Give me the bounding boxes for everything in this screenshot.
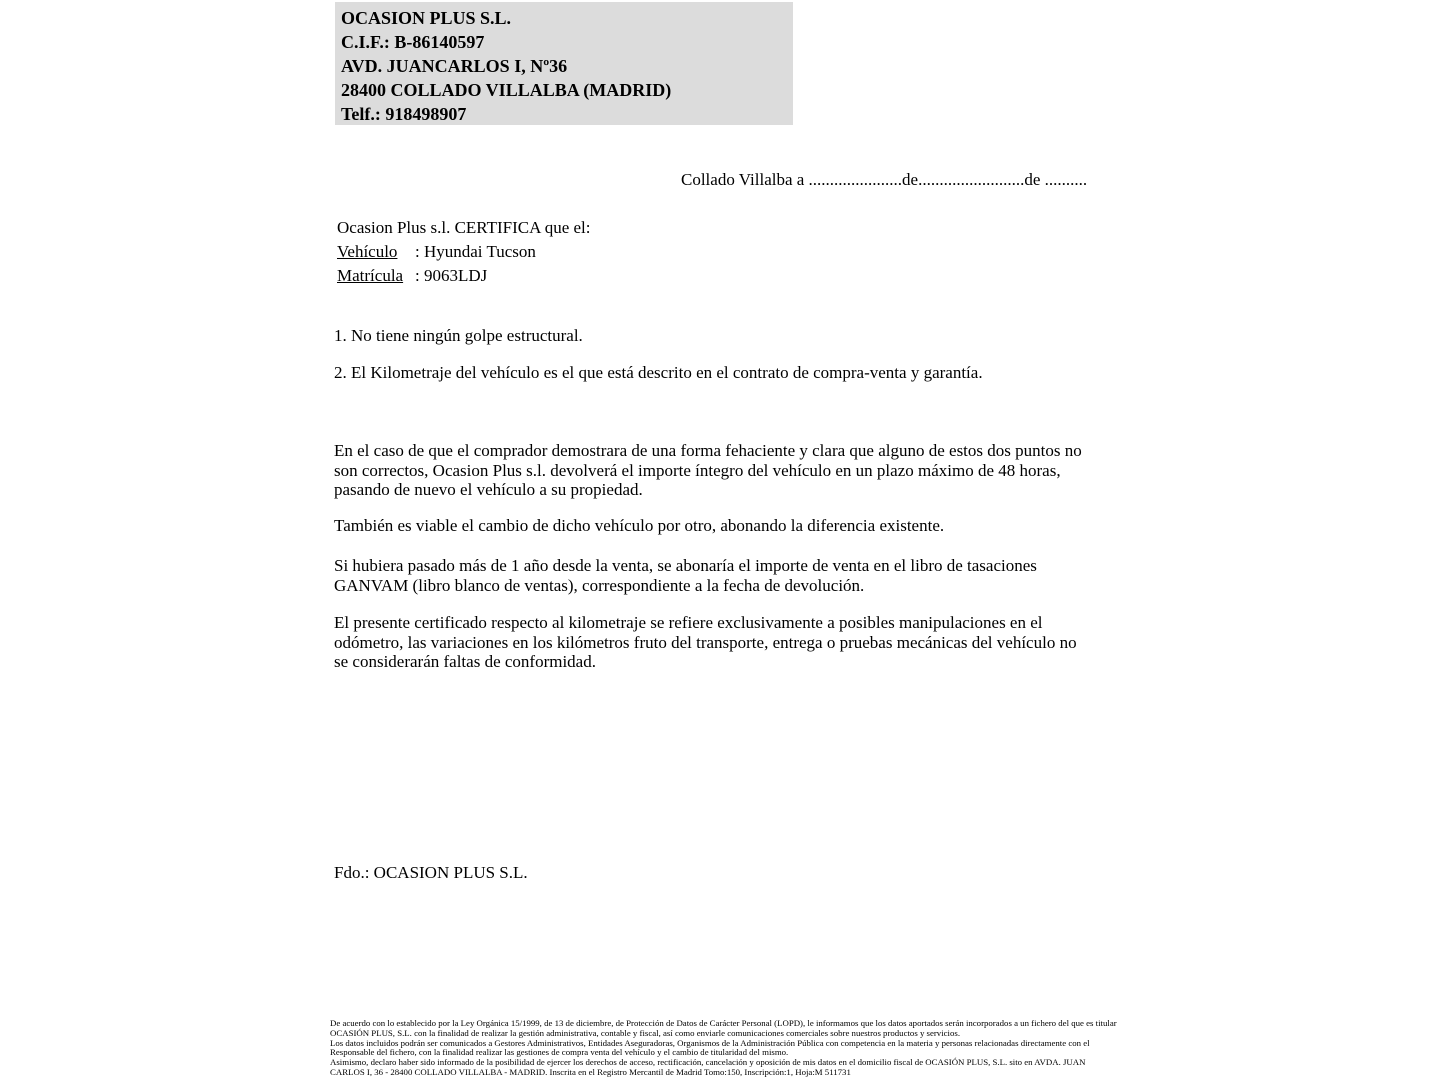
certification-intro: Ocasion Plus s.l. CERTIFICA que el: [337, 218, 591, 237]
paragraph-ganvam [334, 556, 1037, 595]
paragraph-exchange [334, 516, 944, 536]
text-line: son correctos, Ocasion Plus s.l. devolverá el importe íntegro del vehículo en un plazo máximo de 48 horas, [334, 460, 1061, 480]
vehicle-field [337, 240, 591, 264]
plate-label: Matrícula [337, 266, 404, 285]
paragraph-refund [334, 441, 1082, 500]
legal-footer [330, 1019, 1120, 1078]
text-line: CARLOS I, 36 - 28400 COLLADO VILLALBA - MADRID. Inscrita en el Registro Mercantil de Madrid Tomo:150, Inscripción:1, Hoja:M 511731 [330, 1066, 851, 1077]
clause-mileage: 2. El Kilometraje del vehículo es el que está descrito en el contrato de compra-venta y garantía. [334, 363, 983, 382]
text-line: Responsable del fichero, con la finalidad realizar las gestiones de compra venta del vehículo y el cambio de titularidad del mismo. [330, 1047, 789, 1058]
certification-block [337, 216, 591, 288]
text-line: Los datos incluidos podrán ser comunicados a Gestores Administrativos, Entidades Aseguradoras, Organismos de la Administración Pública con competencia en la materia y personas relacionadas directamente con el [330, 1037, 1090, 1048]
text-line: El presente certificado respecto al kilometraje se refiere exclusivamente a posibles manipulaciones en el [334, 613, 1043, 632]
company-letterhead [335, 2, 793, 125]
letterhead-address: AVD. JUANCARLOS I, Nº36 [341, 56, 568, 76]
text-line: Si hubiera pasado más de 1 año desde la venta, se abonaría el importe de venta en el libro de tasaciones [334, 556, 1037, 575]
text-line: GANVAM (libro blanco de ventas), correspondiente a la fecha de devolución. [334, 575, 865, 595]
text-line: De acuerdo con lo establecido por la Ley Orgánica 15/1999, de 13 de diciembre, de Protección de Datos de Carácter Personal (LOPD), le informamos que los datos aportados serán incorporados a un fichero del que es titular [330, 1018, 1117, 1028]
date-line: Collado Villalba a ......................de.........................de .......... [681, 170, 1088, 189]
clause-structural: 1. No tiene ningún golpe estructural. [334, 326, 583, 345]
vehicle-label: Vehículo [337, 242, 398, 261]
text-line: OCASIÓN PLUS, S.L. con la finalidad de realizar la gestión administrativa, contable y fiscal, así como enviarle comunicaciones comerciales sobre nuestros productos y servicios. [330, 1027, 961, 1038]
text-line: se considerarán faltas de conformidad. [334, 652, 596, 672]
letterhead-phone: Telf.: 918498907 [341, 104, 467, 124]
plate-value: : 9063LDJ [415, 266, 488, 285]
text-line: También es viable el cambio de dicho vehículo por otro, abonando la diferencia existente. [334, 516, 945, 535]
text-line: odómetro, las variaciones en los kilómetros fruto del transporte, entrega o pruebas mecánicas del vehículo no [334, 632, 1077, 652]
vehicle-value: : Hyundai Tucson [415, 242, 536, 261]
signature-line: Fdo.: OCASION PLUS S.L. [334, 863, 528, 882]
text-line: pasando de nuevo el vehículo a su propiedad. [334, 480, 643, 500]
paragraph-odometer [334, 613, 1077, 672]
letterhead-city: 28400 COLLADO VILLALBA (MADRID) [341, 80, 672, 100]
letterhead-company-name: OCASION PLUS S.L. [341, 8, 512, 28]
letterhead-cif: C.I.F.: B-86140597 [341, 32, 485, 52]
text-line: En el caso de que el comprador demostrara de una forma fehaciente y clara que alguno de estos dos puntos no [334, 441, 1082, 460]
plate-field [337, 264, 591, 288]
text-line: Asimismo, declaro haber sido informado de la posibilidad de ejercer los derechos de acceso, rectificación, cancelación y oposición de mis datos en el domicilio fiscal de OCASIÓN PLUS, S.L. sito en AVDA. JUAN [330, 1057, 1086, 1068]
